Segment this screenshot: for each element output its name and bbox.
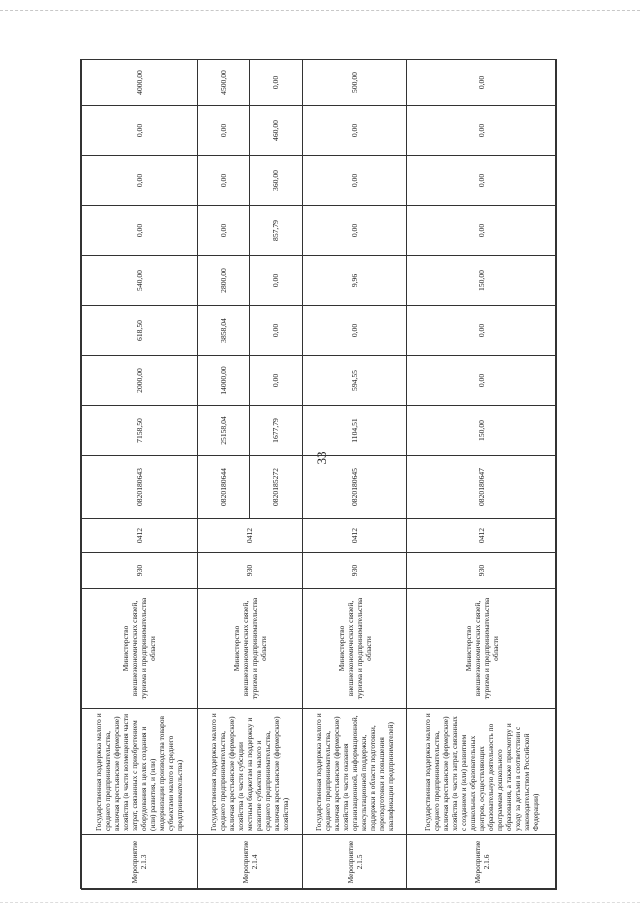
value-y7: 4000,00 (82, 60, 198, 106)
grbs-cell: 930 (197, 553, 302, 589)
description-cell: Государственная поддержка малого и среднего предпринимательства, включая крестьянские (фермерские) хозяйства (в части возмещения части затрат, связанных с приобретением оборудования в целях создания и (или) развития, и (или) модернизации производства товаров субъектами малого и среднего предпринимательства) (82, 709, 198, 835)
table-row (197, 60, 249, 890)
value-y6: 0,00 (302, 106, 407, 156)
value-y1: 0,00 (250, 356, 302, 406)
grbs-cell: 930 (302, 553, 407, 589)
value-y3: 2800,00 (197, 256, 249, 306)
value-y4: 857,79 (250, 206, 302, 256)
table-row (82, 60, 198, 890)
event-cell: Мероприятие 2.1.3 (82, 835, 198, 890)
value-y4: 0,00 (407, 206, 557, 256)
value-y3: 150,00 (407, 256, 557, 306)
event-cell: Мероприятие 2.1.4 (197, 835, 302, 890)
executor-cell: Министерство внешнеэкономических связей, туризма и предпринимательства области (82, 589, 198, 709)
value-y5: 360,00 (250, 156, 302, 206)
page-number: 33 (314, 451, 329, 465)
rzpr-cell: 0412 (197, 519, 302, 553)
table-row (407, 60, 557, 890)
value-y7: 500,00 (302, 60, 407, 106)
value-y4: 0,00 (82, 206, 198, 256)
description-cell: Государственная поддержка малого и среднего предпринимательства, включая крестьянские (фермерские) хозяйства (в части затрат, связанных с созданием и (или) развитием дошкольных образовательных центров, осуществляющих образовательную деятельность по программам дошкольного образования, а также присмотру и уходу за детьми в соответствии с законодательством Российской Федерации) (407, 709, 557, 835)
executor-cell: Министерство внешнеэкономических связей, туризма и предпринимательства области (407, 589, 557, 709)
value-y2: 0,00 (250, 306, 302, 356)
description-cell: Государственная поддержка малого и среднего предпринимательства, включая крестьянские (фермерские) хозяйства (в части оказания организационной, информационной, консультационной поддержки, поддержки в области подготовки, переподготовки и повышения квалификации предпринимателей) (302, 709, 407, 835)
value-y6: 0,00 (407, 106, 557, 156)
value-total: 150,00 (407, 406, 557, 456)
event-cell: Мероприятие 2.1.6 (407, 835, 557, 890)
csr-cell: 0820180644 (197, 456, 249, 519)
value-y5: 0,00 (407, 156, 557, 206)
page-bottom-border (0, 902, 640, 903)
table-row (302, 60, 407, 890)
value-y2: 618,50 (82, 306, 198, 356)
rzpr-cell: 0412 (302, 519, 407, 553)
value-y5: 0,00 (197, 156, 249, 206)
value-y3: 540,00 (82, 256, 198, 306)
value-y1: 0,00 (407, 356, 557, 406)
value-y5: 0,00 (302, 156, 407, 206)
value-y7: 0,00 (407, 60, 557, 106)
rzpr-cell: 0412 (407, 519, 557, 553)
funding-table (81, 59, 557, 890)
value-y7: 0,00 (250, 60, 302, 106)
value-total: 1677,79 (250, 406, 302, 456)
value-y2: 0,00 (407, 306, 557, 356)
value-y1: 14000,00 (197, 356, 249, 406)
value-y4: 0,00 (197, 206, 249, 256)
csr-cell: 0820180643 (82, 456, 198, 519)
csr-cell: 0820180645 (302, 456, 407, 519)
value-y1: 2000,00 (82, 356, 198, 406)
csr-cell: 0820180647 (407, 456, 557, 519)
rotated-table-frame (81, 60, 557, 890)
value-y1: 594,55 (302, 356, 407, 406)
value-total: 1104,51 (302, 406, 407, 456)
value-y3: 9,96 (302, 256, 407, 306)
csr-cell: 0820185272 (250, 456, 302, 519)
page-top-border (0, 10, 640, 11)
value-y2: 0,00 (302, 306, 407, 356)
value-y6: 0,00 (197, 106, 249, 156)
event-cell: Мероприятие 2.1.5 (302, 835, 407, 890)
grbs-cell: 930 (82, 553, 198, 589)
description-cell: Государственная поддержка малого и среднего предпринимательства, включая крестьянские (фермерские) хозяйства (в части субсидии местным бюджетам на поддержку и развитие субъектов малого и среднего предпринимательства, включая крестьянские (фермерские) хозяйства) (197, 709, 302, 835)
value-y7: 4500,00 (197, 60, 249, 106)
value-y6: 0,00 (82, 106, 198, 156)
value-total: 25158,04 (197, 406, 249, 456)
rzpr-cell: 0412 (82, 519, 198, 553)
value-y5: 0,00 (82, 156, 198, 206)
budget-table (80, 59, 556, 889)
value-y4: 0,00 (302, 206, 407, 256)
executor-cell: Министерство внешнеэкономических связей, туризма и предпринимательства области (302, 589, 407, 709)
value-total: 7158,50 (82, 406, 198, 456)
value-y6: 460,00 (250, 106, 302, 156)
value-y3: 0,00 (250, 256, 302, 306)
value-y2: 3858,04 (197, 306, 249, 356)
grbs-cell: 930 (407, 553, 557, 589)
executor-cell: Министерство внешнеэкономических связей, туризма и предпринимательства области (197, 589, 302, 709)
